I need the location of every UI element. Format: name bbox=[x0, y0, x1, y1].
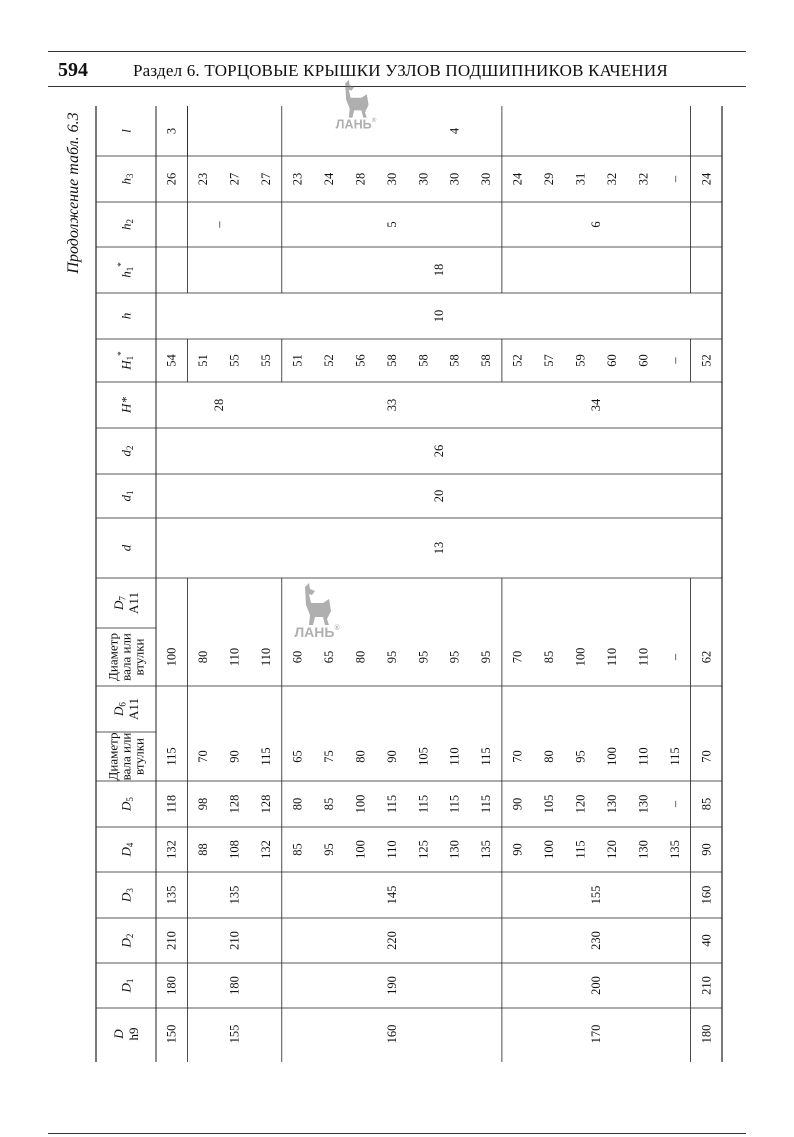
header-line: $d_1$ bbox=[118, 490, 135, 502]
cell-shaft1: 115 bbox=[164, 747, 179, 766]
cell-shaft2: 95 bbox=[479, 650, 494, 664]
cell-h2: 5 bbox=[384, 221, 399, 228]
header-D1 bbox=[119, 979, 136, 994]
cell-D5: 98 bbox=[196, 797, 211, 811]
cell-H1: 51 bbox=[196, 354, 211, 367]
cell-shaft2: 110 bbox=[636, 647, 651, 667]
cell-D5: 100 bbox=[353, 794, 368, 814]
cell-H1: 58 bbox=[479, 354, 494, 367]
cell-shaft2: 100 bbox=[164, 647, 179, 667]
cell-shaft2: 100 bbox=[573, 647, 588, 667]
cell-D1: 200 bbox=[589, 976, 604, 995]
continuation-label-text: Продолжение табл. 6.3 bbox=[65, 112, 82, 274]
cell-D4: 108 bbox=[227, 840, 242, 859]
cell-D4: 115 bbox=[573, 840, 588, 859]
header-line: $D_3$ bbox=[118, 888, 135, 902]
cell-D3: 160 bbox=[699, 885, 714, 905]
cell-D4: 132 bbox=[164, 840, 179, 859]
cell-D4: 135 bbox=[667, 840, 682, 859]
cell-shaft1: 105 bbox=[416, 747, 431, 766]
header-h bbox=[119, 313, 134, 320]
cell-H1: 51 bbox=[290, 354, 305, 367]
cell-D: 160 bbox=[384, 1024, 399, 1044]
cell-h3: 30 bbox=[479, 172, 494, 186]
cell-shaft1: 110 bbox=[447, 747, 462, 766]
header-line: $h_1^*$ bbox=[116, 262, 135, 278]
header-D bbox=[111, 1028, 141, 1041]
cell-h3: 26 bbox=[164, 172, 179, 186]
cell-H1: 60 bbox=[604, 354, 619, 367]
cell-D4: 110 bbox=[384, 840, 399, 859]
cell-h3: 27 bbox=[259, 172, 274, 186]
cell-shaft1: 70 bbox=[699, 750, 714, 763]
cell-H1: 55 bbox=[227, 354, 242, 367]
cell-shaft2: 95 bbox=[384, 650, 399, 664]
page-number: 594 bbox=[58, 59, 88, 81]
cell-shaft2: 60 bbox=[290, 650, 305, 664]
cell-D5: 115 bbox=[479, 794, 494, 814]
cell-H1: – bbox=[667, 357, 682, 364]
cell-h2: – bbox=[211, 221, 226, 228]
cell-h3: 30 bbox=[384, 172, 399, 186]
cell-D4: 90 bbox=[699, 843, 714, 856]
header-D2 bbox=[119, 934, 136, 949]
cell-shaft2: 110 bbox=[227, 647, 242, 667]
header-line: l bbox=[118, 129, 134, 133]
cell-h3: 27 bbox=[227, 172, 242, 186]
cell-D2: 40 bbox=[699, 934, 714, 947]
cell-shaft1: 65 bbox=[290, 750, 305, 763]
cell-d: 13 bbox=[432, 541, 446, 555]
cell-D: 150 bbox=[164, 1024, 179, 1044]
header-line: втулки bbox=[131, 638, 147, 676]
cell-h2: 6 bbox=[589, 221, 604, 228]
cell-D5: 128 bbox=[227, 794, 242, 814]
cell-shaft1: 110 bbox=[636, 747, 651, 766]
header-H1 bbox=[116, 351, 135, 371]
cell-shaft1: 90 bbox=[227, 750, 242, 763]
cell-D4: 130 bbox=[447, 840, 462, 859]
header-line: $H_1^*$ bbox=[116, 351, 135, 370]
cell-h: 10 bbox=[432, 309, 446, 323]
cell-D5: 130 bbox=[604, 794, 619, 814]
cell-shaft2: 70 bbox=[510, 650, 525, 664]
cell-d2: 26 bbox=[432, 444, 446, 458]
header-line: $h_2$ bbox=[118, 219, 135, 230]
cell-shaft1: 100 bbox=[604, 747, 619, 766]
cell-D: 180 bbox=[699, 1024, 714, 1044]
cell-H1: 58 bbox=[416, 354, 431, 367]
cell-D4: 95 bbox=[321, 843, 336, 856]
header-line: Диаметр bbox=[105, 633, 121, 681]
cell-shaft1: 70 bbox=[510, 750, 525, 763]
cell-D4: 100 bbox=[353, 840, 368, 859]
cell-D5: 85 bbox=[321, 797, 336, 811]
header-line: $D_5$ bbox=[118, 797, 135, 811]
cell-d1: 20 bbox=[432, 489, 446, 503]
cell-D4: 130 bbox=[636, 840, 651, 859]
cell-D4: 125 bbox=[416, 840, 431, 859]
cell-D4: 88 bbox=[196, 843, 211, 856]
cell-D4: 135 bbox=[479, 840, 494, 859]
cell-shaft2: 110 bbox=[604, 647, 619, 667]
cell-D5: 128 bbox=[259, 794, 274, 814]
cell-D4: 120 bbox=[604, 840, 619, 859]
cell-D5: – bbox=[667, 800, 682, 808]
cell-D3: 135 bbox=[227, 885, 242, 905]
cell-shaft2: 95 bbox=[447, 650, 462, 664]
cell-h3: 28 bbox=[353, 172, 368, 186]
cell-shaft2: – bbox=[667, 653, 682, 661]
cell-shaft2: 80 bbox=[196, 650, 211, 664]
watermark-logo-top bbox=[324, 78, 388, 132]
header-line: d bbox=[118, 544, 134, 552]
header-shaft2 bbox=[106, 633, 147, 681]
cell-h3: 24 bbox=[699, 172, 714, 186]
cell-D1: 190 bbox=[384, 976, 399, 995]
header-shaft1 bbox=[106, 733, 147, 781]
header-d2 bbox=[119, 446, 136, 457]
cell-H1: 58 bbox=[447, 354, 462, 367]
header-h2 bbox=[119, 219, 136, 230]
header-l bbox=[119, 129, 134, 133]
cell-D5: 115 bbox=[384, 794, 399, 814]
cell-D1: 180 bbox=[164, 976, 179, 995]
header-line: h9 bbox=[126, 1027, 141, 1041]
header-D7 bbox=[111, 592, 141, 614]
header-line: втулки bbox=[131, 737, 147, 776]
cell-H: 28 bbox=[211, 398, 226, 412]
cell-D3: 135 bbox=[164, 885, 179, 905]
running-title: Раздел 6. ТОРЦОВЫЕ КРЫШКИ УЗЛОВ ПОДШИПНИКОВ КАЧЕНИЯ bbox=[133, 61, 668, 80]
cell-shaft1: 80 bbox=[353, 750, 368, 763]
header-line: $D_1$ bbox=[118, 978, 135, 993]
bottom-rule bbox=[48, 1133, 746, 1134]
cell-h3: 24 bbox=[510, 172, 525, 186]
header-h1 bbox=[116, 262, 135, 278]
svg-text:ЛАНЬ®: ЛАНЬ® bbox=[335, 117, 377, 132]
cell-D: 170 bbox=[589, 1024, 604, 1044]
cell-D2: 220 bbox=[384, 931, 399, 950]
cell-shaft1: 115 bbox=[259, 747, 274, 766]
header-line: вала или bbox=[118, 732, 134, 781]
header-d1 bbox=[119, 491, 136, 502]
cell-H: 34 bbox=[589, 398, 604, 412]
cell-h3: 29 bbox=[542, 172, 557, 186]
header-line: $D_4$ bbox=[118, 842, 135, 857]
deer-mark-icon bbox=[305, 583, 331, 625]
cell-D2: 210 bbox=[164, 931, 179, 950]
cell-H1: 54 bbox=[164, 354, 179, 367]
cell-D4: 132 bbox=[259, 840, 274, 859]
cell-h3: 31 bbox=[573, 172, 588, 186]
cell-D5: 118 bbox=[164, 794, 179, 814]
cell-h3: 30 bbox=[416, 172, 431, 186]
cell-h3: 30 bbox=[447, 172, 462, 186]
header-line: A11 bbox=[126, 698, 141, 720]
cell-shaft1: 115 bbox=[667, 747, 682, 766]
header-d bbox=[119, 544, 134, 551]
cell-D: 155 bbox=[227, 1024, 242, 1044]
header-line: A11 bbox=[126, 592, 141, 614]
cell-shaft1: 95 bbox=[573, 750, 588, 763]
deer-mark-icon bbox=[345, 80, 368, 118]
cell-D5: 85 bbox=[699, 797, 714, 811]
cell-H1: 52 bbox=[510, 354, 525, 367]
cell-l: 4 bbox=[447, 127, 462, 135]
header-H bbox=[119, 397, 134, 414]
cell-h3: 24 bbox=[321, 172, 336, 186]
cell-D1: 210 bbox=[699, 976, 714, 995]
cell-h3: 32 bbox=[636, 172, 651, 186]
header-line: Диаметр bbox=[105, 732, 121, 781]
cell-H: 33 bbox=[384, 398, 399, 412]
header-line: D bbox=[111, 1029, 126, 1039]
cell-h3: – bbox=[667, 175, 682, 183]
svg-text:ЛАНЬ®: ЛАНЬ® bbox=[294, 624, 340, 640]
cell-H1: 55 bbox=[259, 354, 274, 367]
cell-shaft1: 80 bbox=[542, 750, 557, 763]
cell-shaft1: 90 bbox=[384, 750, 399, 763]
cell-H1: 59 bbox=[573, 354, 588, 367]
watermark-logo-middle bbox=[285, 580, 349, 642]
cell-h3: 23 bbox=[196, 172, 211, 186]
cell-D5: 80 bbox=[290, 797, 305, 811]
cell-D4: 85 bbox=[290, 843, 305, 856]
cell-D5: 105 bbox=[542, 794, 557, 814]
cell-l: 3 bbox=[164, 127, 179, 135]
cell-shaft1: 70 bbox=[196, 750, 211, 763]
cell-D2: 230 bbox=[589, 931, 604, 950]
cell-h3: 23 bbox=[290, 172, 305, 186]
cell-shaft2: 85 bbox=[542, 650, 557, 664]
cell-H1: 52 bbox=[699, 354, 714, 367]
cell-shaft2: 80 bbox=[353, 650, 368, 664]
header-line: вала или bbox=[118, 633, 134, 681]
cell-H1: 52 bbox=[321, 354, 336, 367]
cell-D5: 115 bbox=[416, 794, 431, 814]
header-line: $D_2$ bbox=[118, 933, 135, 948]
cell-D3: 155 bbox=[589, 885, 604, 905]
header-D3 bbox=[119, 888, 136, 903]
cell-D5: 120 bbox=[573, 794, 588, 814]
cell-H1: 60 bbox=[636, 354, 651, 367]
cell-D1: 180 bbox=[227, 976, 242, 995]
cell-shaft1: 75 bbox=[321, 750, 336, 763]
cell-h1: 18 bbox=[432, 263, 446, 277]
header-line: $D_7$ bbox=[111, 596, 128, 610]
cell-H1: 57 bbox=[542, 354, 557, 367]
cell-shaft2: 95 bbox=[416, 650, 431, 664]
cell-D4: 90 bbox=[510, 843, 525, 856]
header-D6 bbox=[111, 698, 141, 720]
cell-shaft2: 65 bbox=[321, 650, 336, 664]
cell-h3: 32 bbox=[604, 172, 619, 186]
cell-D5: 115 bbox=[447, 794, 462, 814]
header-line: $h_3$ bbox=[118, 173, 135, 185]
cell-D5: 90 bbox=[510, 797, 525, 811]
cell-H1: 58 bbox=[384, 354, 399, 367]
cell-D2: 210 bbox=[227, 931, 242, 950]
cell-shaft1: 115 bbox=[479, 747, 494, 766]
header-D5 bbox=[119, 797, 136, 812]
header-D4 bbox=[119, 842, 136, 857]
cell-H1: 56 bbox=[353, 354, 368, 367]
cell-D4: 100 bbox=[542, 840, 557, 859]
header-line: h bbox=[118, 312, 134, 320]
header-line: $D_6$ bbox=[111, 702, 128, 716]
cell-D5: 130 bbox=[636, 794, 651, 814]
cell-shaft2: 110 bbox=[259, 647, 274, 667]
cell-shaft2: 62 bbox=[699, 650, 714, 664]
header-line: H* bbox=[118, 397, 134, 413]
header-h3 bbox=[119, 173, 136, 185]
header-line: $d_2$ bbox=[118, 445, 135, 457]
cell-D3: 145 bbox=[384, 885, 399, 905]
